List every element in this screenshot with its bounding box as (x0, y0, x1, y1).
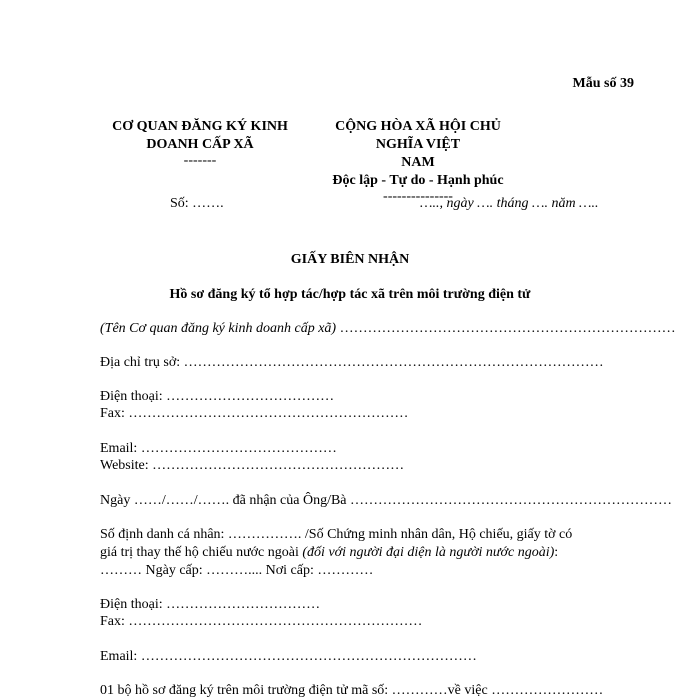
fax-field: Fax: …………………………………………………… (100, 406, 409, 421)
id-line2-colon: : (554, 545, 559, 560)
agency-separator: ------- (183, 153, 217, 168)
personal-id-field-cont (100, 545, 558, 561)
motto-separator: --------------- (383, 189, 453, 204)
agency-name-field (100, 321, 676, 337)
personal-id-field: Số định danh cá nhân: ……………. /Số Chứng minh nhân dân, Hộ chiếu, giấy tờ có (100, 527, 573, 542)
website-field: Website: ……………………………………………… (100, 458, 405, 473)
phone-field-2: Điện thoại: …………………………… (100, 597, 321, 612)
republic-line2: NAM (401, 155, 435, 170)
national-motto: Độc lập - Tự do - Hạnh phúc (332, 173, 504, 188)
agency-header (95, 118, 305, 168)
agency-name-line2: DOANH CẤP XÃ (146, 137, 254, 152)
national-header (313, 118, 523, 204)
agency-name-label: (Tên Cơ quan đăng ký kinh doanh cấp xã) (100, 321, 337, 336)
document-title: GIẤY BIÊN NHẬN (290, 252, 410, 267)
republic-line1: CỘNG HÒA XÃ HỘI CHỦ NGHĨA VIỆT (335, 119, 501, 152)
email-field-2: Email: ……………………………………………………………… (100, 649, 477, 664)
place-date: ….., ngày …. tháng …. năm ….. (420, 196, 599, 211)
agency-name-dots: ……………………………………………………………… (336, 321, 676, 336)
fax-field-2: Fax: ……………………………………………………… (100, 614, 423, 629)
received-date-field: Ngày ……/……/……. đã nhận của Ông/Bà …………………………………………………………… (100, 493, 673, 508)
document-subtitle: Hồ sơ đăng ký tổ hợp tác/hợp tác xã trên môi trường điện tử (169, 287, 531, 302)
address-field: Địa chỉ trụ sở: ……………………………………………………………………………… (100, 355, 604, 370)
issue-date-place-field: ……… Ngày cấp: ……….... Nơi cấp: ………… (100, 563, 374, 578)
id-line2-text: giá trị thay thế hộ chiếu nước ngoài (100, 545, 303, 560)
agency-name-line1: CƠ QUAN ĐĂNG KÝ KINH (112, 119, 288, 134)
phone-field: Điện thoại: ……………………………… (100, 389, 335, 404)
form-number: Mẫu số 39 (572, 76, 634, 91)
document-number: Số: ……. (170, 196, 224, 211)
dossier-field: 01 bộ hồ sơ đăng ký trên môi trường điện tử mã số: …………về việc …………………… (100, 683, 604, 698)
id-line2-note: (đối với người đại diện là người nước ngoài) (302, 545, 555, 560)
email-field: Email: …………………………………… (100, 441, 337, 456)
